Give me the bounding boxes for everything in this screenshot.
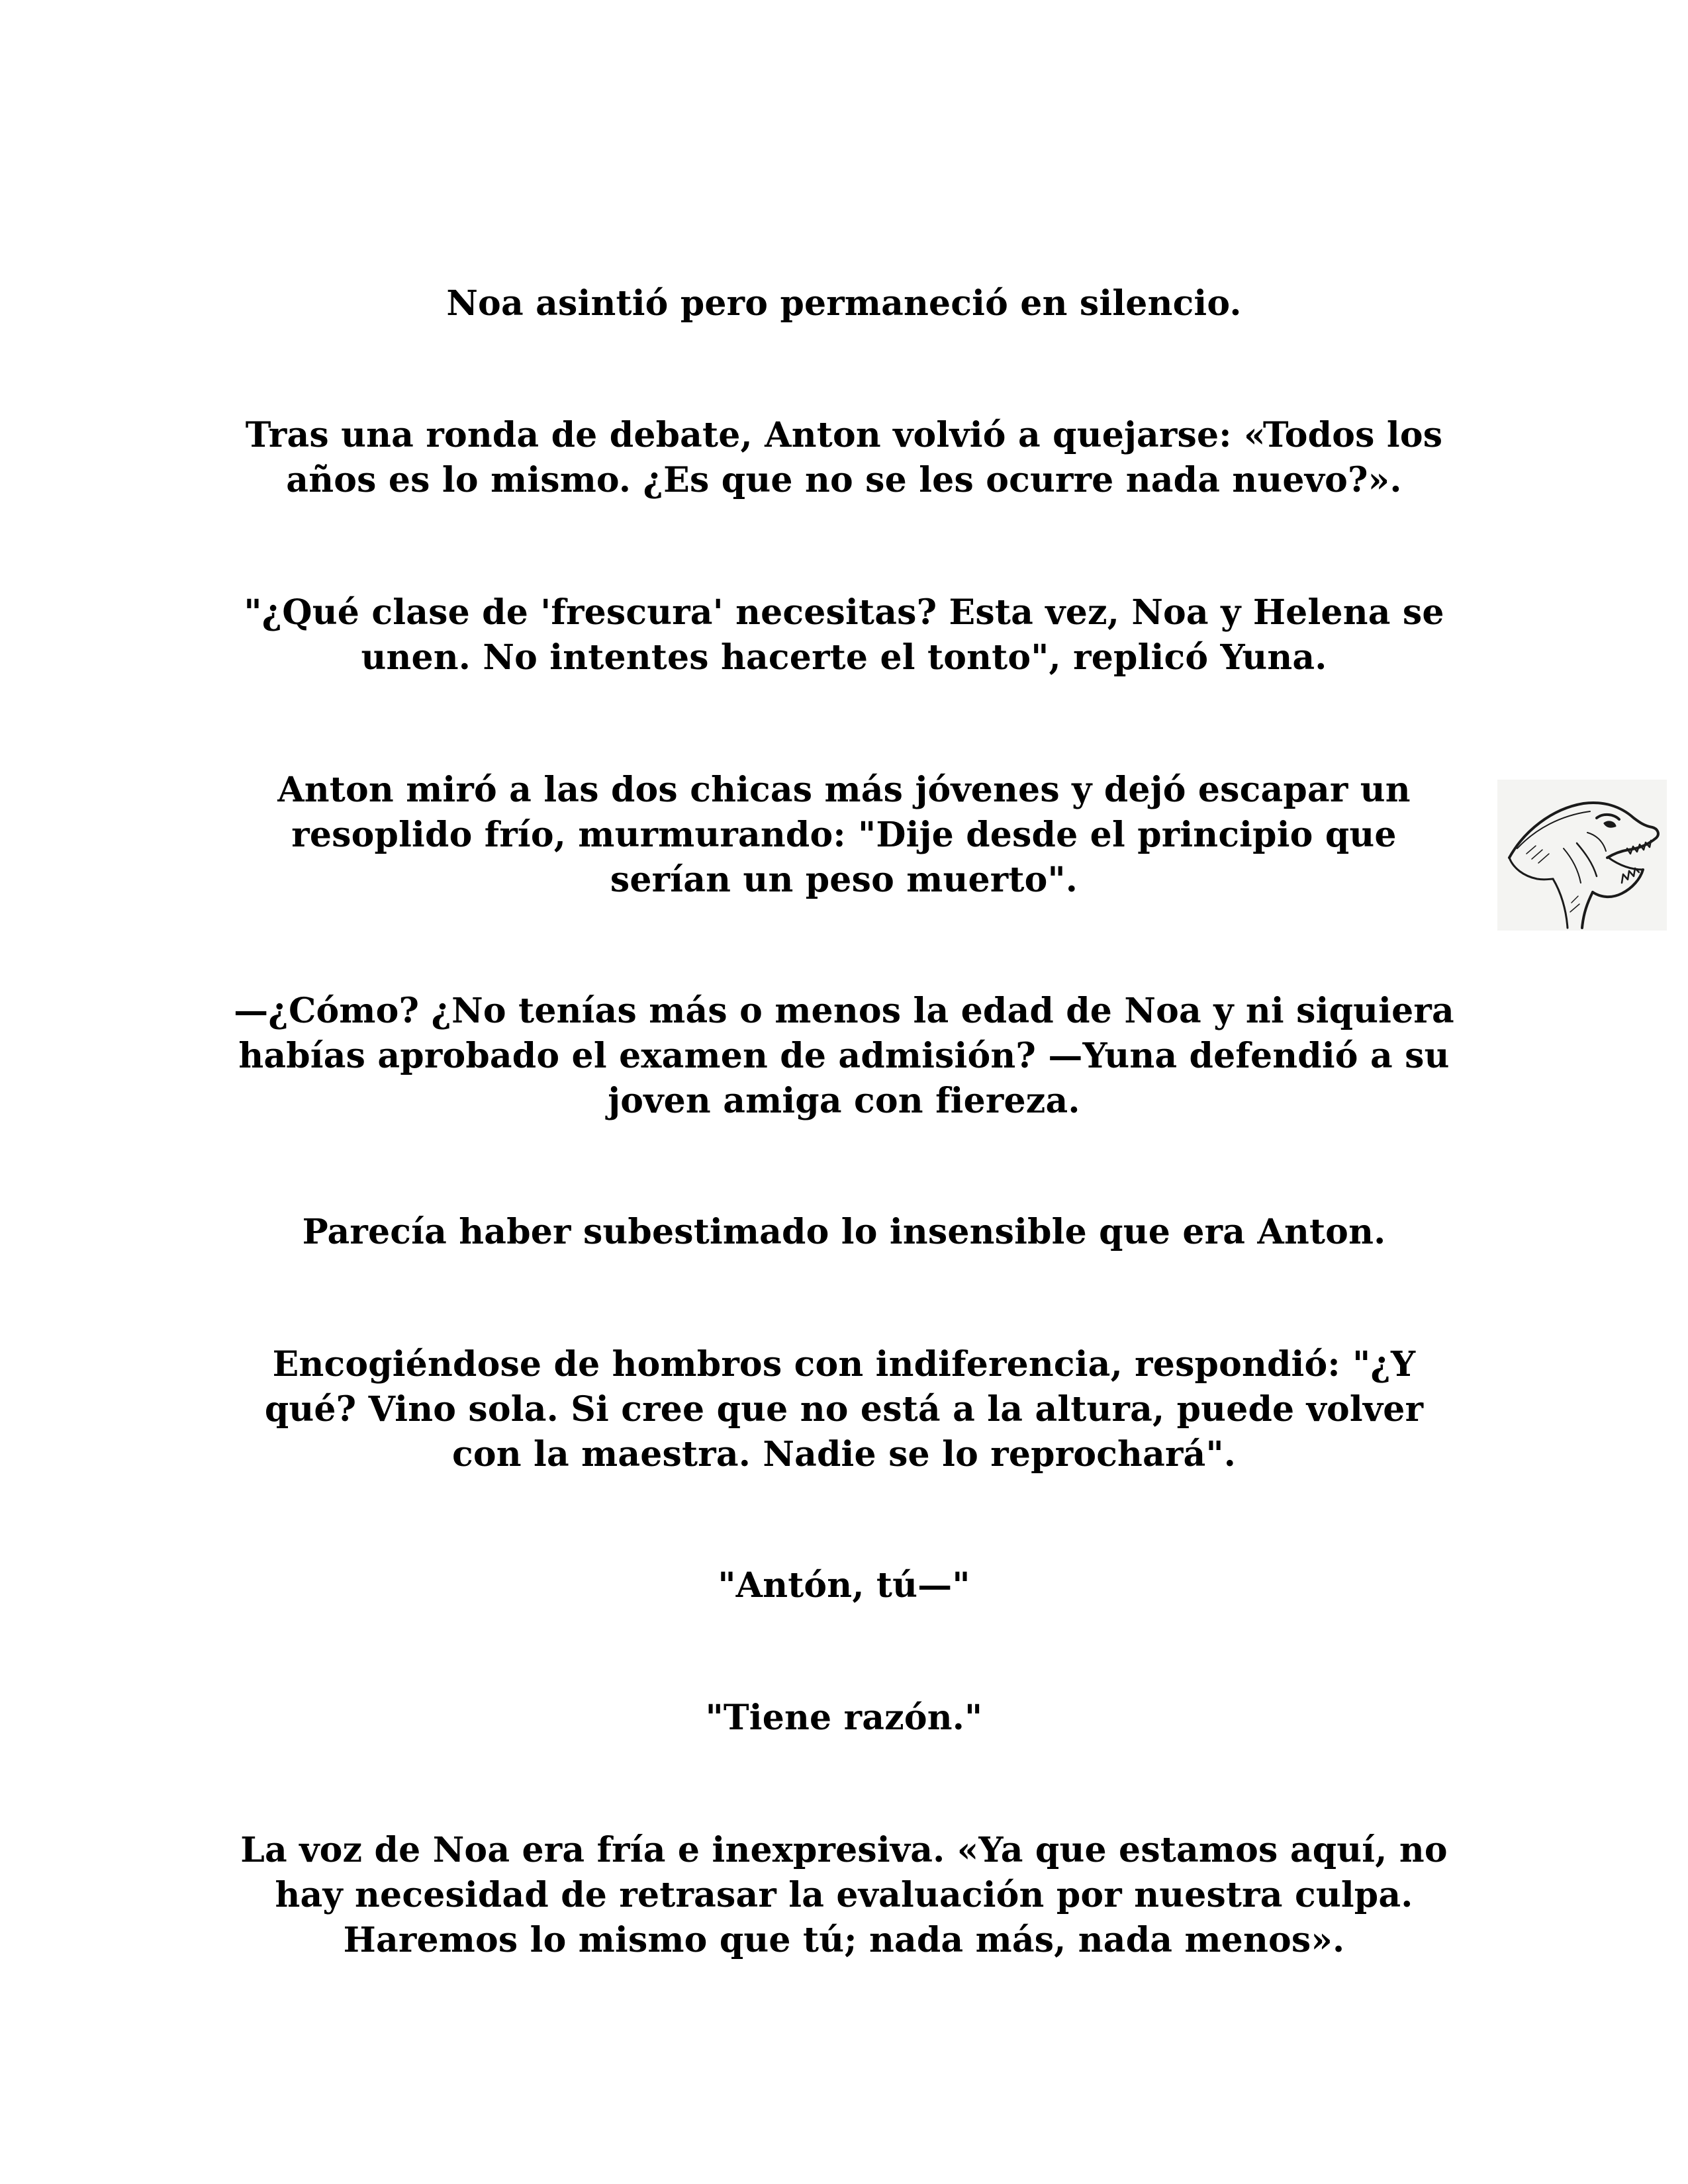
paragraph-line: años es lo mismo. ¿Es que no se les ocurre nada nuevo?». — [286, 460, 1402, 500]
paragraph-line: "¿Qué clase de 'frescura' necesitas? Esta vez, Noa y Helena se — [244, 592, 1444, 633]
paragraph-line: con la maestra. Nadie se lo reprochará". — [451, 1434, 1237, 1475]
paragraph-line: Noa asintió pero permaneció en silencio. — [446, 283, 1242, 324]
paragraph-5 — [218, 989, 1470, 1124]
paragraph-9 — [218, 1696, 1470, 1741]
paragraph-line: serían un peso muerto". — [610, 860, 1078, 900]
paragraph-2 — [218, 413, 1470, 503]
paragraph-4 — [218, 768, 1470, 903]
paragraph-line: habías aprobado el examen de admisión? —Yuna defendió a su — [238, 1036, 1450, 1076]
paragraph-line: La voz de Noa era fría e inexpresiva. «Ya que estamos aquí, no — [240, 1830, 1448, 1870]
paragraph-1 — [218, 281, 1470, 326]
paragraph-line: Parecía haber subestimado lo insensible que era Anton. — [302, 1212, 1386, 1252]
paragraph-line: unen. No intentes hacerte el tonto", replicó Yuna. — [361, 637, 1327, 678]
paragraph-line: Haremos lo mismo que tú; nada más, nada menos». — [343, 1920, 1345, 1960]
paragraph-line: "Tiene razón." — [705, 1698, 983, 1738]
paragraph-6 — [218, 1210, 1470, 1255]
paragraph-8 — [218, 1563, 1470, 1608]
paragraph-line: qué? Vino sola. Si cree que no está a la altura, puede volver — [264, 1389, 1424, 1430]
paragraph-line: Encogiéndose de hombros con indiferencia, respondió: "¿Y — [272, 1344, 1416, 1385]
paragraph-line: Tras una ronda de debate, Anton volvió a quejarse: «Todos los — [245, 415, 1443, 455]
paragraph-line: Anton miró a las dos chicas más jóvenes y dejó escapar un — [277, 770, 1411, 810]
paragraph-line: —¿Cómo? ¿No tenías más o menos la edad de Noa y ni siquiera — [234, 991, 1454, 1031]
paragraph-10 — [218, 1828, 1470, 1963]
paragraph-line: "Antón, tú—" — [718, 1565, 970, 1606]
paragraph-line: joven amiga con fiereza. — [608, 1081, 1080, 1121]
paragraph-3 — [218, 590, 1470, 680]
dinosaur-head-sketch-icon — [1497, 780, 1667, 931]
paragraph-line: hay necesidad de retrasar la evaluación por nuestra culpa. — [275, 1875, 1413, 1915]
paragraph-line: resoplido frío, murmurando: "Dije desde el principio que — [291, 815, 1397, 855]
paragraph-7 — [218, 1342, 1470, 1477]
